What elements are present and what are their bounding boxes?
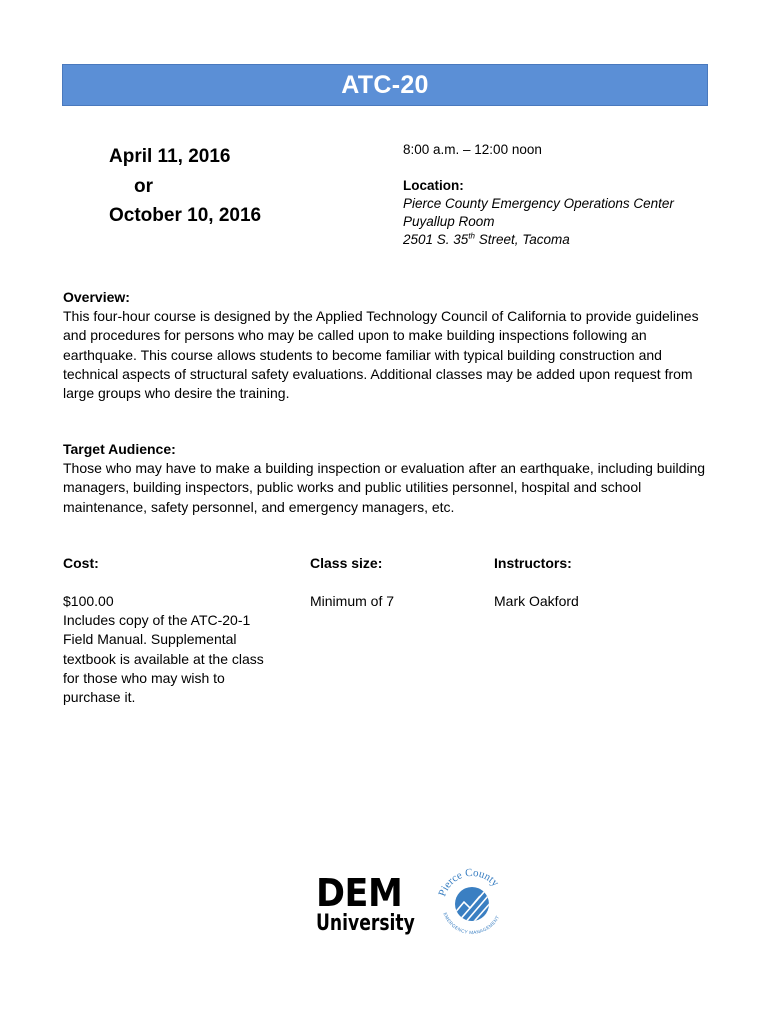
audience-label: Target Audience: [63, 441, 176, 457]
seal-top-text: Pierce County [436, 866, 502, 899]
cost-line: textbook is available at the class [63, 650, 264, 667]
dem-university-logo [316, 871, 426, 944]
university-logo-text: University [316, 911, 415, 936]
cost-details [63, 592, 283, 707]
location-room: Puyallup Room [403, 214, 495, 229]
time-text: 8:00 a.m. – 12:00 noon [403, 142, 542, 157]
date-second: October 10, 2016 [109, 205, 262, 226]
audience-line: Those who may have to make a building inspection or evaluation after an earthquake, including building [63, 460, 706, 477]
date-or: or [134, 176, 153, 197]
class-size-value: Minimum of 7 [310, 593, 395, 609]
class-size-label: Class size: [310, 555, 383, 571]
address-prefix: 2501 S. 35 [403, 232, 469, 247]
cost-label: Cost: [63, 555, 99, 571]
instructors-label: Instructors: [494, 555, 572, 571]
date-first: April 11, 2016 [109, 146, 231, 167]
overview-line: technical aspects of structural safety evaluations. Additional classes may be added upon request from [63, 365, 693, 382]
audience-line: managers, building inspectors, public works and public utilities personnel, hospital and school [63, 479, 642, 496]
pierce-county-seal-icon [434, 864, 510, 940]
location-label: Location: [403, 178, 464, 193]
audience-line: maintenance, safety personnel, and emergency managers, etc. [63, 498, 455, 515]
overview-line: earthquake. This course allows students to become familiar with typical building construction and [63, 346, 662, 363]
audience-section [63, 440, 713, 517]
location-address [403, 231, 570, 250]
overview-label: Overview: [63, 289, 130, 305]
overview-section [63, 288, 713, 403]
seal-bottom-text: EMERGENCY MANAGEMENT [442, 911, 501, 936]
address-suffix: Street, Tacoma [474, 232, 570, 247]
cost-amount: $100.00 [63, 593, 114, 609]
title-banner [62, 64, 708, 106]
overview-line: This four-hour course is designed by the Applied Technology Council of California to provide guidelines [63, 308, 699, 325]
location-name: Pierce County Emergency Operations Center [403, 196, 674, 211]
cost-line: Field Manual. Supplemental [63, 631, 237, 648]
cost-line: for those who may wish to [63, 669, 225, 686]
page-title: ATC-20 [341, 70, 429, 99]
dem-logo-text: DEM [316, 871, 403, 915]
overview-line: large groups who desire the training. [63, 385, 290, 402]
address-sup: th [468, 231, 475, 241]
overview-line: and procedures for persons who may be called upon to make building inspections following an [63, 327, 647, 344]
instructors-value: Mark Oakford [494, 593, 579, 609]
cost-line: Includes copy of the ATC-20-1 [63, 612, 251, 629]
cost-line: purchase it. [63, 689, 136, 706]
